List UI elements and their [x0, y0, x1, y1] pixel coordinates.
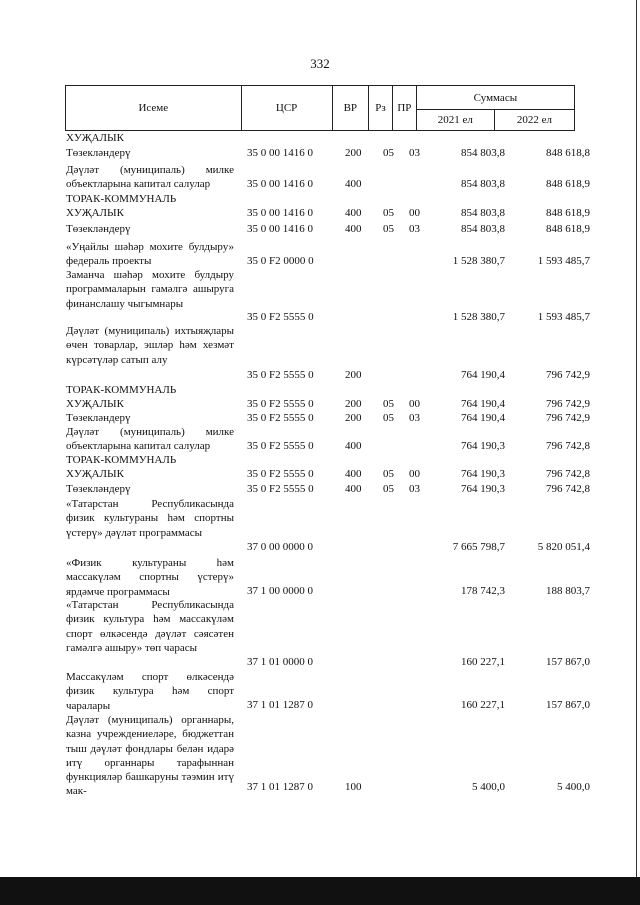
row-rz: 05: [383, 398, 394, 410]
row-sum-2021: 854 803,8: [461, 223, 505, 235]
row-pr: 00: [409, 398, 420, 410]
row-csr: 35 0 00 1416 0: [247, 223, 313, 235]
row-name: «Физик культураны һәм массакүләм спортны үстерү» ярдәмче программасы: [66, 557, 234, 598]
row-name: ТОРАК-КОММУНАЛЬ ХУҖАЛЫК: [66, 454, 177, 481]
row-sum-2021: 854 803,8: [461, 207, 505, 219]
table-header: [65, 85, 575, 131]
row-csr: 35 0 F2 5555 0: [247, 369, 314, 381]
row-pr: 03: [409, 147, 420, 159]
row-vr: 100: [345, 781, 362, 793]
row-sum-2022: 796 742,9: [546, 398, 590, 410]
col-2022-header: 2022 ел: [494, 110, 574, 131]
col-rz-header: Рз: [369, 86, 393, 131]
row-csr: 35 0 F2 5555 0: [247, 440, 314, 452]
row-rz: 05: [383, 412, 394, 424]
row-csr: 35 0 F2 0000 0: [247, 255, 314, 267]
row-csr: 35 0 F2 5555 0: [247, 483, 314, 495]
row-sum-2022: 848 618,9: [546, 223, 590, 235]
scan-bottom-border: [0, 877, 640, 905]
row-sum-2021: 764 190,4: [461, 412, 505, 424]
row-name: ТОРАК-КОММУНАЛЬ ХУҖАЛЫК: [66, 384, 177, 411]
row-pr: 00: [409, 207, 420, 219]
row-sum-2022: 796 742,9: [546, 412, 590, 424]
row-csr: 35 0 F2 5555 0: [247, 398, 314, 410]
row-name: Дәүләт (муниципаль) милке объектларына капитал салулар: [66, 164, 234, 191]
row-name: Төзекләндерү: [66, 483, 131, 495]
page-edge-line: [636, 0, 637, 877]
row-name: Төзекләндерү: [66, 412, 131, 424]
col-csr-header: ЦСР: [241, 86, 332, 131]
page-number: 332: [310, 56, 330, 71]
row-sum-2022: 157 867,0: [546, 699, 590, 711]
row-sum-2021: 764 190,3: [461, 468, 505, 480]
col-vr-header: ВР: [332, 86, 369, 131]
row-csr: 37 1 01 1287 0: [247, 699, 313, 711]
row-vr: 400: [345, 223, 362, 235]
row-name: Дәүләт (муниципаль) ихтыяҗлары өчен товарлар, эшләр һәм хезмәт күрсәтүләр сатып алу: [66, 325, 234, 366]
row-name: «Уңайлы шәһәр мохите булдыру» федераль проекты: [66, 241, 234, 268]
row-vr: 200: [345, 398, 362, 410]
row-sum-2021: 764 190,3: [461, 483, 505, 495]
row-rz: 05: [383, 147, 394, 159]
row-sum-2021: 178 742,3: [461, 585, 505, 597]
row-sum-2021: 854 803,8: [461, 178, 505, 190]
row-sum-2021: 854 803,8: [461, 147, 505, 159]
row-sum-2021: 764 190,3: [461, 440, 505, 452]
row-name: ТОРАК-КОММУНАЛЬ ХУҖАЛЫК: [66, 193, 177, 220]
row-sum-2022: 5 820 051,4: [537, 541, 590, 553]
row-rz: 05: [383, 483, 394, 495]
row-name: «Татарстан Республикасында физик культураны һәм спортны үстерү» дәүләт программасы: [66, 498, 234, 539]
row-name: Төзекләндерү: [66, 147, 131, 159]
row-sum-2022: 188 803,7: [546, 585, 590, 597]
row-vr: 400: [345, 440, 362, 452]
row-sum-2022: 1 593 485,7: [537, 255, 590, 267]
row-sum-2022: 157 867,0: [546, 656, 590, 668]
row-csr: 35 0 F2 5555 0: [247, 311, 314, 323]
row-sum-2021: 764 190,4: [461, 369, 505, 381]
row-sum-2021: 5 400,0: [472, 781, 505, 793]
row-csr: 35 0 00 1416 0: [247, 147, 313, 159]
row-sum-2021: 1 528 380,7: [452, 311, 505, 323]
row-pr: 03: [409, 483, 420, 495]
row-name: Дәүләт (муниципаль) милке объектларына капитал салулар: [66, 426, 234, 453]
row-vr: 200: [345, 412, 362, 424]
row-rz: 05: [383, 207, 394, 219]
row-sum-2022: 796 742,8: [546, 440, 590, 452]
row-sum-2022: 848 618,9: [546, 207, 590, 219]
row-csr: 35 0 00 1416 0: [247, 207, 313, 219]
row-sum-2021: 7 665 798,7: [452, 541, 505, 553]
row-sum-2022: 796 742,8: [546, 483, 590, 495]
row-vr: 400: [345, 468, 362, 480]
row-sum-2022: 848 618,8: [546, 147, 590, 159]
row-csr: 35 0 F2 5555 0: [247, 412, 314, 424]
row-csr: 37 1 00 0000 0: [247, 585, 313, 597]
col-name-header: Исеме: [66, 86, 242, 131]
row-sum-2021: 160 227,1: [461, 699, 505, 711]
row-csr: 37 1 01 1287 0: [247, 781, 313, 793]
row-sum-2022: 1 593 485,7: [537, 311, 590, 323]
row-name: Массакүләм спорт өлкәсендә физик культура һәм спорт чаралары: [66, 671, 234, 712]
col-pr-header: ПР: [392, 86, 416, 131]
row-sum-2022: 796 742,8: [546, 468, 590, 480]
row-rz: 05: [383, 223, 394, 235]
row-vr: 400: [345, 207, 362, 219]
row-name: «Татарстан Республикасында физик культура һәм массакүләм спорт өлкәсендә дәүләт сәясәтен гамәлгә ашыру» төп чарасы: [66, 599, 234, 654]
row-name: Төзекләндерү: [66, 223, 131, 235]
row-sum-2021: 160 227,1: [461, 656, 505, 668]
row-rz: 05: [383, 468, 394, 480]
row-csr: 35 0 00 1416 0: [247, 178, 313, 190]
row-csr: 37 0 00 0000 0: [247, 541, 313, 553]
row-sum-2021: 764 190,4: [461, 398, 505, 410]
row-csr: 35 0 F2 5555 0: [247, 468, 314, 480]
row-vr: 200: [345, 369, 362, 381]
row-sum-2022: 796 742,9: [546, 369, 590, 381]
col-sums-header: Суммасы: [416, 86, 574, 110]
row-vr: 400: [345, 178, 362, 190]
row-sum-2021: 1 528 380,7: [452, 255, 505, 267]
row-csr: 37 1 01 0000 0: [247, 656, 313, 668]
row-name: Заманча шәһәр мохите булдыру программаларын гамәлгә ашыруга финанслашу чыгымнары: [66, 269, 234, 310]
row-pr: 03: [409, 223, 420, 235]
row-pr: 03: [409, 412, 420, 424]
row-sum-2022: 5 400,0: [557, 781, 590, 793]
row-name: Дәүләт (муниципаль) органнары, казна учреждениеләре, бюджеттан тыш дәүләт фондлары белән идарә итү органнары тарафыннан функцияләр башкаруны тәэмин итү мак-: [66, 714, 234, 798]
row-sum-2022: 848 618,9: [546, 178, 590, 190]
row-name: ХУҖАЛЫК: [66, 132, 124, 144]
col-2021-header: 2021 ел: [416, 110, 494, 131]
row-pr: 00: [409, 468, 420, 480]
row-vr: 200: [345, 147, 362, 159]
row-vr: 400: [345, 483, 362, 495]
